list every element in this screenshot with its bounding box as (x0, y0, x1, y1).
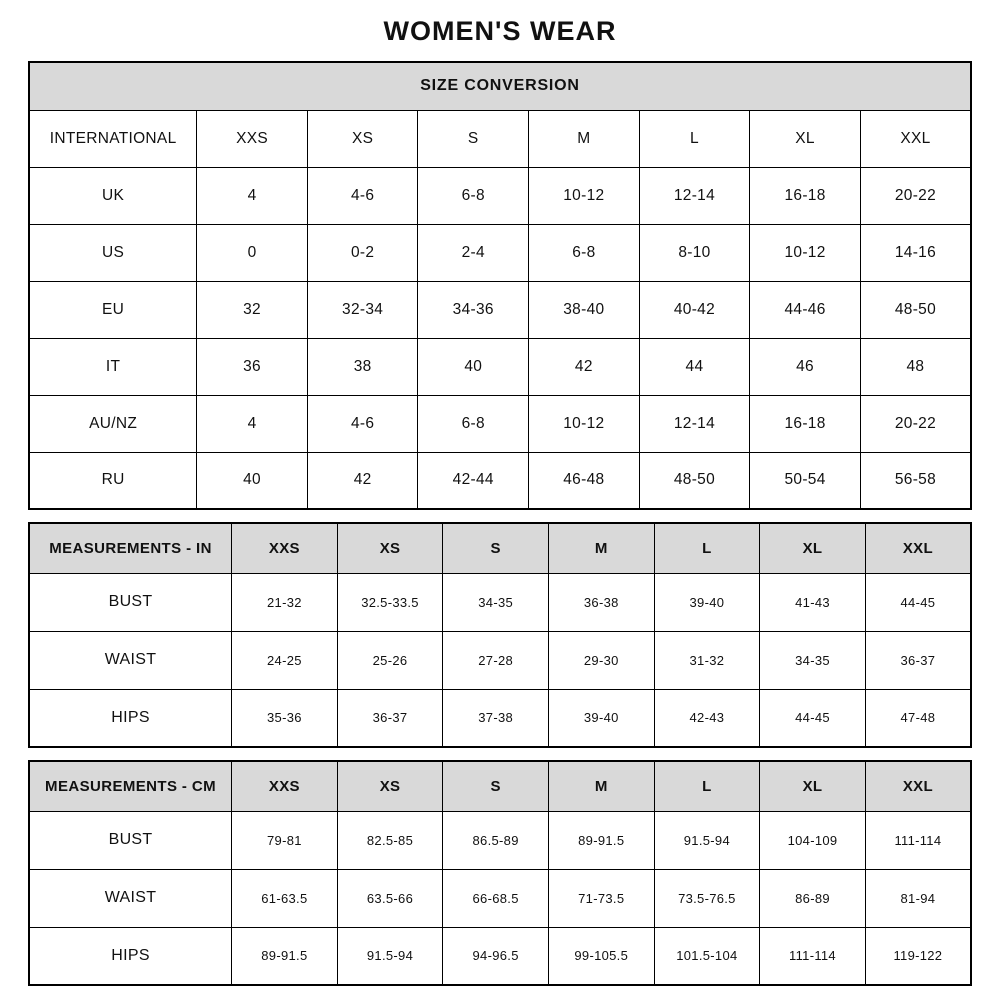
value-cell: 61-63.5 (232, 869, 338, 927)
column-header: XXL (865, 523, 971, 573)
row-label: US (29, 224, 197, 281)
size-cell: 6-8 (529, 224, 640, 281)
size-cell: 12-14 (639, 395, 750, 452)
value-cell: 32.5-33.5 (337, 573, 443, 631)
column-header: M (548, 761, 654, 811)
size-cell: 4-6 (307, 395, 418, 452)
value-cell: 47-48 (865, 689, 971, 747)
value-cell: 27-28 (443, 631, 549, 689)
table-row (29, 281, 971, 338)
row-label: BUST (29, 573, 232, 631)
measurements-cm-table (28, 760, 972, 986)
value-cell: 42-43 (654, 689, 760, 747)
value-cell: 104-109 (760, 811, 866, 869)
size-cell: 20-22 (860, 167, 971, 224)
size-conversion-table (28, 61, 972, 510)
size-cell: 16-18 (750, 167, 861, 224)
row-label: EU (29, 281, 197, 338)
value-cell: 86-89 (760, 869, 866, 927)
column-header: XS (337, 523, 443, 573)
table-row (29, 110, 971, 167)
value-cell: 41-43 (760, 573, 866, 631)
size-conversion-banner-row (29, 62, 971, 110)
size-cell: 32 (197, 281, 308, 338)
size-cell: 44-46 (750, 281, 861, 338)
table-row (29, 573, 971, 631)
value-cell: 44-45 (865, 573, 971, 631)
size-conversion-title: SIZE CONVERSION (29, 62, 971, 110)
column-header: XS (337, 761, 443, 811)
size-cell: 40-42 (639, 281, 750, 338)
measurements-in-header-row (29, 523, 971, 573)
table-row (29, 811, 971, 869)
size-cell: 48 (860, 338, 971, 395)
size-cell: 6-8 (418, 167, 529, 224)
size-cell: 6-8 (418, 395, 529, 452)
size-cell: 4 (197, 167, 308, 224)
value-cell: 21-32 (232, 573, 338, 631)
size-cell: 56-58 (860, 452, 971, 509)
value-cell: 66-68.5 (443, 869, 549, 927)
size-cell: XXS (197, 110, 308, 167)
size-cell: 0 (197, 224, 308, 281)
size-cell: 38 (307, 338, 418, 395)
column-header: XXS (232, 523, 338, 573)
value-cell: 91.5-94 (654, 811, 760, 869)
value-cell: 86.5-89 (443, 811, 549, 869)
size-cell: 16-18 (750, 395, 861, 452)
value-cell: 79-81 (232, 811, 338, 869)
size-cell: 4 (197, 395, 308, 452)
table-row (29, 338, 971, 395)
row-label: INTERNATIONAL (29, 110, 197, 167)
size-cell: 2-4 (418, 224, 529, 281)
table-row (29, 224, 971, 281)
size-cell: 38-40 (529, 281, 640, 338)
size-cell: 40 (418, 338, 529, 395)
measurements-in-table (28, 522, 972, 748)
row-label: WAIST (29, 631, 232, 689)
size-cell: S (418, 110, 529, 167)
value-cell: 71-73.5 (548, 869, 654, 927)
size-cell: 40 (197, 452, 308, 509)
row-label: BUST (29, 811, 232, 869)
size-cell: 10-12 (750, 224, 861, 281)
size-cell: 36 (197, 338, 308, 395)
table-row (29, 167, 971, 224)
value-cell: 111-114 (760, 927, 866, 985)
value-cell: 39-40 (654, 573, 760, 631)
value-cell: 81-94 (865, 869, 971, 927)
size-cell: XL (750, 110, 861, 167)
column-header: XXS (232, 761, 338, 811)
measurements-cm-header-row (29, 761, 971, 811)
value-cell: 99-105.5 (548, 927, 654, 985)
size-cell: 42 (529, 338, 640, 395)
column-header: XL (760, 523, 866, 573)
value-cell: 101.5-104 (654, 927, 760, 985)
value-cell: 94-96.5 (443, 927, 549, 985)
row-label: WAIST (29, 869, 232, 927)
value-cell: 73.5-76.5 (654, 869, 760, 927)
value-cell: 36-37 (865, 631, 971, 689)
row-label: UK (29, 167, 197, 224)
column-header: M (548, 523, 654, 573)
measurements-cm-title: MEASUREMENTS - CM (29, 761, 232, 811)
value-cell: 36-37 (337, 689, 443, 747)
row-label: HIPS (29, 927, 232, 985)
table-row (29, 689, 971, 747)
page-title: WOMEN'S WEAR (383, 16, 617, 46)
value-cell: 82.5-85 (337, 811, 443, 869)
size-cell: 32-34 (307, 281, 418, 338)
value-cell: 37-38 (443, 689, 549, 747)
value-cell: 29-30 (548, 631, 654, 689)
size-cell: 46 (750, 338, 861, 395)
value-cell: 63.5-66 (337, 869, 443, 927)
size-cell: 20-22 (860, 395, 971, 452)
column-header: L (654, 523, 760, 573)
size-cell: 0-2 (307, 224, 418, 281)
value-cell: 35-36 (232, 689, 338, 747)
value-cell: 25-26 (337, 631, 443, 689)
row-label: RU (29, 452, 197, 509)
value-cell: 119-122 (865, 927, 971, 985)
size-cell: XS (307, 110, 418, 167)
table-row (29, 927, 971, 985)
table-row (29, 631, 971, 689)
value-cell: 24-25 (232, 631, 338, 689)
column-header: XXL (865, 761, 971, 811)
value-cell: 39-40 (548, 689, 654, 747)
size-cell: L (639, 110, 750, 167)
size-cell: 44 (639, 338, 750, 395)
size-cell: 8-10 (639, 224, 750, 281)
table-row (29, 395, 971, 452)
size-cell: 46-48 (529, 452, 640, 509)
value-cell: 34-35 (760, 631, 866, 689)
column-header: S (443, 761, 549, 811)
value-cell: 111-114 (865, 811, 971, 869)
value-cell: 89-91.5 (232, 927, 338, 985)
size-cell: 50-54 (750, 452, 861, 509)
column-header: S (443, 523, 549, 573)
row-label: IT (29, 338, 197, 395)
column-header: L (654, 761, 760, 811)
size-cell: 42 (307, 452, 418, 509)
size-cell: 4-6 (307, 167, 418, 224)
size-cell: 42-44 (418, 452, 529, 509)
table-row (29, 452, 971, 509)
size-cell: M (529, 110, 640, 167)
size-cell: 12-14 (639, 167, 750, 224)
size-cell: XXL (860, 110, 971, 167)
size-cell: 48-50 (860, 281, 971, 338)
size-cell: 14-16 (860, 224, 971, 281)
size-cell: 10-12 (529, 395, 640, 452)
size-cell: 34-36 (418, 281, 529, 338)
size-cell: 48-50 (639, 452, 750, 509)
value-cell: 89-91.5 (548, 811, 654, 869)
column-header: XL (760, 761, 866, 811)
value-cell: 91.5-94 (337, 927, 443, 985)
value-cell: 36-38 (548, 573, 654, 631)
row-label: HIPS (29, 689, 232, 747)
measurements-in-title: MEASUREMENTS - IN (29, 523, 232, 573)
value-cell: 44-45 (760, 689, 866, 747)
value-cell: 34-35 (443, 573, 549, 631)
size-cell: 10-12 (529, 167, 640, 224)
table-row (29, 869, 971, 927)
value-cell: 31-32 (654, 631, 760, 689)
row-label: AU/NZ (29, 395, 197, 452)
